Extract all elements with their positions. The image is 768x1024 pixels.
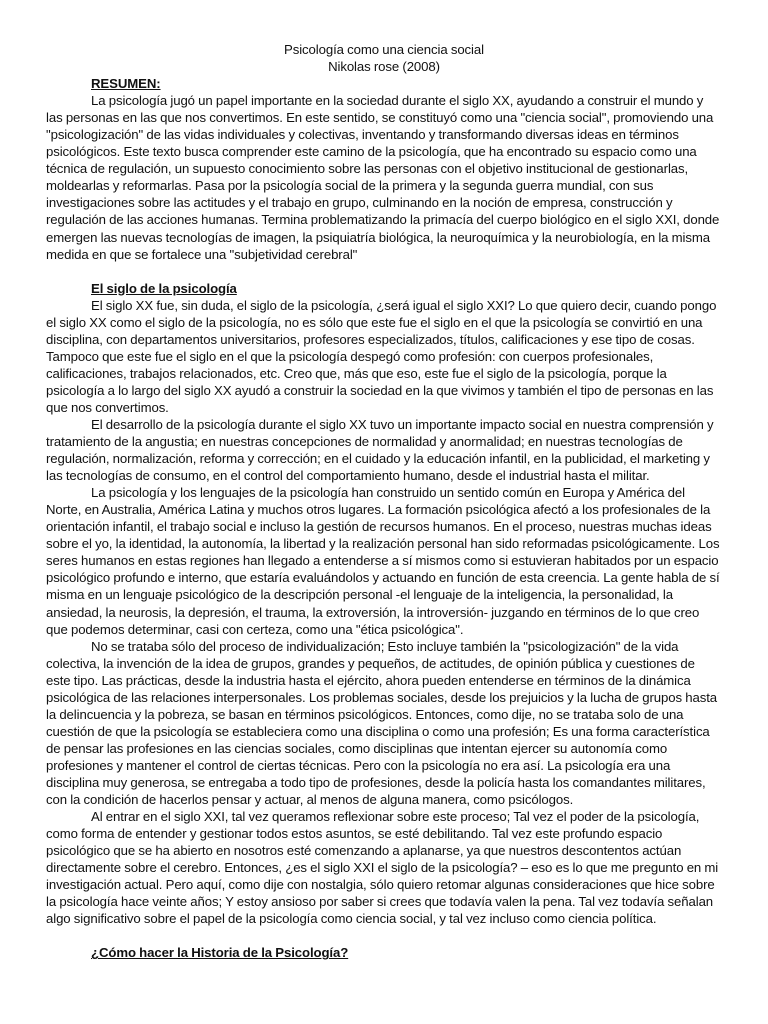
section-heading-historia-psicologia: ¿Cómo hacer la Historia de la Psicología? (91, 945, 349, 961)
body-paragraph: La psicología y los lenguajes de la psicología han construido un sentido común en Europa y América del Norte, en Australia, América Latina y muchos otros lugares. La formación psicológica afectó a los profesionales de la orientación infantil, el trabajo social e incluso la gestión de recursos humanos. En el proceso, nuestras muchas ideas sobre el yo, la identidad, la autonomía, la libertad y la realización personal han sido reformadas psicológicamente. Los seres humanos en estas regiones han llegado a entenderse a sí mismos como si estuvieran habitados por un espacio psicológico profundo e interno, que estaría evaluándolos y actuando en función de esta creencia. La gente habla de sí misma en un lenguaje psicológico de la descripción personal -el lenguaje de la inteligencia, la personalidad, la ansiedad, la neurosis, la depresión, el trauma, la extroversión, la introversión- juzgando en términos de lo que creo que podemos determinar, casi con certeza, como una "ética psicológica". (46, 485, 720, 637)
document-title: Psicología como una ciencia social (284, 42, 484, 57)
body-paragraph: El desarrollo de la psicología durante el siglo XX tuvo un importante impacto social en nuestra comprensión y tratamiento de la angustia; en nuestras concepciones de normalidad y anormalidad; en nuestras tecnologías de regulación, normalización, reforma y corrección; en el cuidado y la educación infantil, en la publicidad, el marketing y las tecnologías de consumo, en el control del comportamiento humano, desde el industrial hasta el militar. (46, 416, 714, 484)
spacer (46, 263, 722, 280)
body-paragraph: No se trataba sólo del proceso de individualización; Esto incluye también la "psicologización" de la vida colectiva, la invención de la idea de grupos, grandes y pequeños, de actitudes, de opinión pública y cuestiones de este tipo. Las prácticas, desde la industria hasta el ejército, ahora pueden entenderse en términos de la dinámica psicológica de las relaciones interpersonales. Los problemas sociales, desde los prejuicios y la lucha de grupos hasta la delincuencia y la pobreza, se basan en términos psicológicos. Entonces, como dije, no se trataba solo de una cuestión de que la psicología se estableciera como una disciplina o como una profesión; Es una forma característica de pensar las profesiones en las ciencias sociales, como disciplinas que intentan ejercer su autonomía como profesiones y mantener el control de ciertas técnicas. Pero con la psicología no era así. La psicología era una disciplina muy generosa, se entregaba a todo tipo de profesiones, desde la policía hasta los comandantes militares, con la condición de hacerlos pensar y actuar, al menos de alguna manera, como psicólogos. (46, 638, 718, 808)
body-paragraph: Al entrar en el siglo XXI, tal vez queramos reflexionar sobre este proceso; Tal vez el poder de la psicología, como forma de entender y gestionar todos estos asuntos, se esté debilitando. Tal vez este profundo espacio psicológico que se ha abierto en nosotros esté comenzando a aplanarse, ya que nuestros descontentos actúan directamente sobre el cerebro. Entonces, ¿es el siglo XXI el siglo de la psicología? – eso es lo que me pregunto en mi investigación actual. Pero aquí, como dije con nostalgia, sólo quiero retomar algunas consideraciones que hice sobre la psicología hace veinte años; Y estoy ansioso por saber si crees que todavía valen la pena. Tal vez todavía señalan algo significativo sobre el papel de la psicología como ciencia social, y tal vez incluso como ciencia política. (46, 809, 719, 927)
body-paragraph: El siglo XX fue, sin duda, el siglo de la psicología, ¿será igual el siglo XXI? Lo que quiero decir, cuando pongo el siglo XX como el siglo de la psicología, no es sólo que este fue el siglo en el que la psicología se convirtió en una disciplina, con departamentos universitarios, profesores especializados, títulos, calificaciones y ese tipo de cosas. Tampoco que este fue el siglo en el que la psicología despegó como profesión: con cuerpos profesionales, calificaciones, trabajos relacionados, etc. Creo que, más que eso, este fue el siglo de la psicología, porque la psicología a lo largo del siglo XX ayudó a construir la sociedad en la que vivimos y también el tipo de personas en las que nos convertimos. (46, 297, 717, 415)
document-author: Nikolas rose (2008) (328, 59, 440, 75)
spacer (46, 927, 722, 944)
document-page (46, 41, 722, 961)
abstract-heading: RESUMEN: (91, 76, 161, 92)
section-heading-siglo-psicologia: El siglo de la psicología (91, 280, 237, 296)
abstract-paragraph: La psicología jugó un papel importante en la sociedad durante el siglo XX, ayudando a construir el mundo y las personas en las que nos convertimos. En este sentido, se constituyó como una "ciencia social", promoviendo una "psicologización" de las vidas individuales y colectivas, inventando y transformando diversas ideas en términos psicológicos. Este texto busca comprender este camino de la psicología, que ha encontrado su espacio como una técnica de regulación, un supuesto conocimiento sobre las personas con el objetivo institucional de gestionarlas, moldearlas y reformarlas. Pasa por la psicología social de la primera y la segunda guerra mundial, con sus investigaciones sobre las actitudes y el trabajo en grupo, culminando en la noción de empresa, construcción y regulación de las acciones humanas. Termina problematizando la primacía del cuerpo biológico en el siglo XXI, donde emergen las nuevas tecnologías de imagen, la psiquiatría biológica, la neuroquímica y la neurobiología, en la misma medida en que se fortalece una "subjetividad cerebral" (46, 93, 720, 262)
